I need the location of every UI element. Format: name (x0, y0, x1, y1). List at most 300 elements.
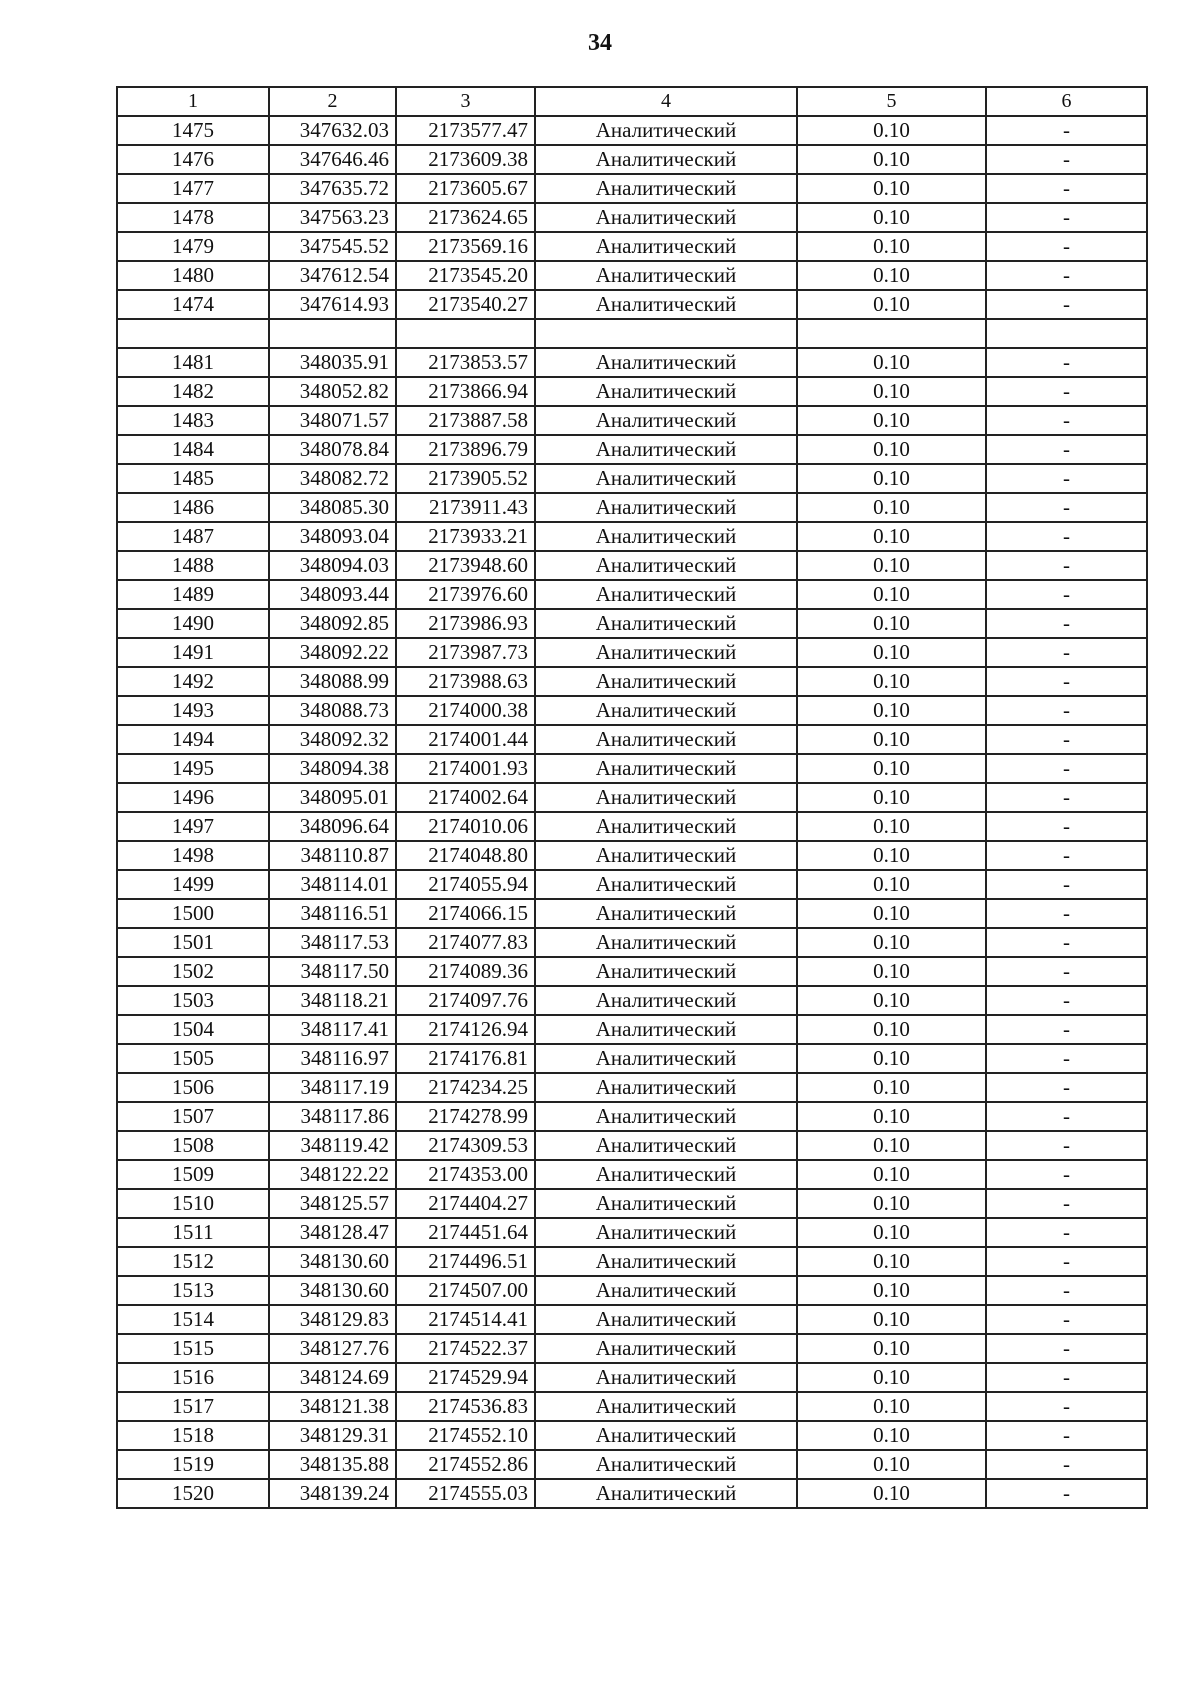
table-row (117, 1189, 1147, 1218)
accuracy-cell: 0.10 (797, 261, 986, 290)
method-cell: Аналитический (535, 841, 797, 870)
coordinates-table-body (117, 87, 1147, 1508)
point-number-cell: 1493 (117, 696, 269, 725)
method-cell: Аналитический (535, 261, 797, 290)
note-cell: - (986, 493, 1147, 522)
table-row (117, 1363, 1147, 1392)
point-number-cell: 1515 (117, 1334, 269, 1363)
point-number-cell: 1514 (117, 1305, 269, 1334)
accuracy-cell: 0.10 (797, 580, 986, 609)
x-coordinate-cell: 348092.32 (269, 725, 396, 754)
accuracy-cell: 0.10 (797, 406, 986, 435)
note-cell: - (986, 1218, 1147, 1247)
point-number-cell: 1483 (117, 406, 269, 435)
accuracy-cell: 0.10 (797, 377, 986, 406)
method-cell: Аналитический (535, 377, 797, 406)
x-coordinate-cell: 348117.86 (269, 1102, 396, 1131)
point-number-cell: 1504 (117, 1015, 269, 1044)
x-coordinate-cell: 348119.42 (269, 1131, 396, 1160)
x-coordinate-cell: 348088.99 (269, 667, 396, 696)
note-cell: - (986, 841, 1147, 870)
table-row (117, 290, 1147, 319)
table-row (117, 638, 1147, 667)
x-coordinate-cell: 348114.01 (269, 870, 396, 899)
x-coordinate-cell: 348052.82 (269, 377, 396, 406)
method-cell: Аналитический (535, 232, 797, 261)
y-coordinate-cell: 2174496.51 (396, 1247, 535, 1276)
accuracy-cell: 0.10 (797, 870, 986, 899)
table-row (117, 203, 1147, 232)
point-number-cell: 1494 (117, 725, 269, 754)
table-row (117, 377, 1147, 406)
note-cell: - (986, 377, 1147, 406)
x-coordinate-cell: 348093.04 (269, 522, 396, 551)
y-coordinate-cell: 2173866.94 (396, 377, 535, 406)
x-coordinate-cell: 348094.03 (269, 551, 396, 580)
x-coordinate-cell: 348116.51 (269, 899, 396, 928)
method-cell: Аналитический (535, 145, 797, 174)
x-coordinate-cell (269, 319, 396, 348)
note-cell: - (986, 1247, 1147, 1276)
method-cell: Аналитический (535, 493, 797, 522)
page-number: 34 (588, 30, 612, 56)
method-cell: Аналитический (535, 783, 797, 812)
table-row (117, 1334, 1147, 1363)
point-number-cell: 1489 (117, 580, 269, 609)
accuracy-cell: 0.10 (797, 1015, 986, 1044)
y-coordinate-cell: 2173911.43 (396, 493, 535, 522)
x-coordinate-cell: 348130.60 (269, 1247, 396, 1276)
note-cell: - (986, 1276, 1147, 1305)
method-cell: Аналитический (535, 290, 797, 319)
note-cell: - (986, 406, 1147, 435)
method-cell: Аналитический (535, 551, 797, 580)
y-coordinate-cell: 2173605.67 (396, 174, 535, 203)
header-cell: 6 (986, 87, 1147, 116)
y-coordinate-cell (396, 319, 535, 348)
x-coordinate-cell: 348130.60 (269, 1276, 396, 1305)
note-cell: - (986, 754, 1147, 783)
point-number-cell: 1476 (117, 145, 269, 174)
method-cell: Аналитический (535, 1189, 797, 1218)
method-cell: Аналитический (535, 1479, 797, 1508)
accuracy-cell: 0.10 (797, 957, 986, 986)
y-coordinate-cell: 2173905.52 (396, 464, 535, 493)
accuracy-cell: 0.10 (797, 464, 986, 493)
table-row (117, 435, 1147, 464)
point-number-cell: 1496 (117, 783, 269, 812)
accuracy-cell: 0.10 (797, 290, 986, 319)
table-row (117, 580, 1147, 609)
table-row (117, 812, 1147, 841)
table-row (117, 1450, 1147, 1479)
y-coordinate-cell: 2173987.73 (396, 638, 535, 667)
x-coordinate-cell: 348139.24 (269, 1479, 396, 1508)
table-row (117, 957, 1147, 986)
point-number-cell: 1508 (117, 1131, 269, 1160)
table-row (117, 464, 1147, 493)
x-coordinate-cell: 348078.84 (269, 435, 396, 464)
table-row (117, 116, 1147, 145)
accuracy-cell: 0.10 (797, 203, 986, 232)
method-cell: Аналитический (535, 1015, 797, 1044)
accuracy-cell: 0.10 (797, 116, 986, 145)
accuracy-cell: 0.10 (797, 1102, 986, 1131)
method-cell: Аналитический (535, 957, 797, 986)
x-coordinate-cell: 348092.85 (269, 609, 396, 638)
y-coordinate-cell: 2173976.60 (396, 580, 535, 609)
accuracy-cell: 0.10 (797, 522, 986, 551)
point-number-cell: 1487 (117, 522, 269, 551)
method-cell: Аналитический (535, 609, 797, 638)
table-row (117, 1421, 1147, 1450)
note-cell: - (986, 1363, 1147, 1392)
method-cell: Аналитический (535, 986, 797, 1015)
note-cell: - (986, 551, 1147, 580)
y-coordinate-cell: 2174353.00 (396, 1160, 535, 1189)
x-coordinate-cell: 347632.03 (269, 116, 396, 145)
x-coordinate-cell: 348125.57 (269, 1189, 396, 1218)
point-number-cell: 1492 (117, 667, 269, 696)
accuracy-cell: 0.10 (797, 551, 986, 580)
table-row (117, 1305, 1147, 1334)
point-number-cell: 1482 (117, 377, 269, 406)
point-number-cell: 1497 (117, 812, 269, 841)
point-number-cell: 1484 (117, 435, 269, 464)
method-cell: Аналитический (535, 1247, 797, 1276)
note-cell: - (986, 580, 1147, 609)
x-coordinate-cell: 347545.52 (269, 232, 396, 261)
y-coordinate-cell: 2174278.99 (396, 1102, 535, 1131)
header-cell: 1 (117, 87, 269, 116)
x-coordinate-cell: 348129.83 (269, 1305, 396, 1334)
method-cell: Аналитический (535, 812, 797, 841)
method-cell: Аналитический (535, 1334, 797, 1363)
y-coordinate-cell: 2174552.86 (396, 1450, 535, 1479)
y-coordinate-cell: 2174176.81 (396, 1044, 535, 1073)
accuracy-cell: 0.10 (797, 928, 986, 957)
accuracy-cell: 0.10 (797, 609, 986, 638)
table-row (117, 841, 1147, 870)
y-coordinate-cell: 2174404.27 (396, 1189, 535, 1218)
point-number-cell: 1498 (117, 841, 269, 870)
point-number-cell: 1500 (117, 899, 269, 928)
header-cell: 4 (535, 87, 797, 116)
header-cell: 2 (269, 87, 396, 116)
note-cell: - (986, 1073, 1147, 1102)
x-coordinate-cell: 348082.72 (269, 464, 396, 493)
note-cell: - (986, 1421, 1147, 1450)
accuracy-cell: 0.10 (797, 493, 986, 522)
y-coordinate-cell: 2174309.53 (396, 1131, 535, 1160)
note-cell: - (986, 145, 1147, 174)
point-number-cell: 1501 (117, 928, 269, 957)
x-coordinate-cell: 348118.21 (269, 986, 396, 1015)
y-coordinate-cell: 2174555.03 (396, 1479, 535, 1508)
point-number-cell: 1520 (117, 1479, 269, 1508)
note-cell: - (986, 783, 1147, 812)
y-coordinate-cell: 2173545.20 (396, 261, 535, 290)
note-cell: - (986, 522, 1147, 551)
x-coordinate-cell: 348127.76 (269, 1334, 396, 1363)
y-coordinate-cell: 2174002.64 (396, 783, 535, 812)
table-row (117, 667, 1147, 696)
accuracy-cell: 0.10 (797, 1305, 986, 1334)
table-row (117, 406, 1147, 435)
accuracy-cell: 0.10 (797, 1276, 986, 1305)
accuracy-cell: 0.10 (797, 1363, 986, 1392)
note-cell: - (986, 1479, 1147, 1508)
method-cell: Аналитический (535, 1073, 797, 1102)
x-coordinate-cell: 347635.72 (269, 174, 396, 203)
y-coordinate-cell: 2174055.94 (396, 870, 535, 899)
table-row (117, 522, 1147, 551)
accuracy-cell: 0.10 (797, 1421, 986, 1450)
table-row (117, 348, 1147, 377)
point-number-cell: 1512 (117, 1247, 269, 1276)
accuracy-cell: 0.10 (797, 696, 986, 725)
accuracy-cell: 0.10 (797, 1479, 986, 1508)
method-cell: Аналитический (535, 928, 797, 957)
table-row (117, 551, 1147, 580)
table-row (117, 319, 1147, 348)
table-row (117, 1160, 1147, 1189)
point-number-cell: 1486 (117, 493, 269, 522)
note-cell: - (986, 1305, 1147, 1334)
point-number-cell: 1509 (117, 1160, 269, 1189)
accuracy-cell: 0.10 (797, 986, 986, 1015)
note-cell: - (986, 232, 1147, 261)
accuracy-cell: 0.10 (797, 1073, 986, 1102)
method-cell: Аналитический (535, 899, 797, 928)
table-row (117, 232, 1147, 261)
method-cell: Аналитический (535, 348, 797, 377)
point-number-cell: 1505 (117, 1044, 269, 1073)
y-coordinate-cell: 2174507.00 (396, 1276, 535, 1305)
point-number-cell: 1490 (117, 609, 269, 638)
x-coordinate-cell: 348129.31 (269, 1421, 396, 1450)
method-cell: Аналитический (535, 1160, 797, 1189)
x-coordinate-cell: 348117.41 (269, 1015, 396, 1044)
x-coordinate-cell: 348117.19 (269, 1073, 396, 1102)
table-row (117, 1392, 1147, 1421)
table-row (117, 174, 1147, 203)
y-coordinate-cell: 2173887.58 (396, 406, 535, 435)
accuracy-cell: 0.10 (797, 435, 986, 464)
note-cell: - (986, 116, 1147, 145)
x-coordinate-cell: 348121.38 (269, 1392, 396, 1421)
accuracy-cell: 0.10 (797, 638, 986, 667)
table-row (117, 1131, 1147, 1160)
point-number-cell: 1481 (117, 348, 269, 377)
y-coordinate-cell: 2174522.37 (396, 1334, 535, 1363)
x-coordinate-cell: 348117.50 (269, 957, 396, 986)
accuracy-cell: 0.10 (797, 899, 986, 928)
note-cell: - (986, 348, 1147, 377)
note-cell: - (986, 1015, 1147, 1044)
point-number-cell: 1502 (117, 957, 269, 986)
point-number-cell: 1479 (117, 232, 269, 261)
note-cell: - (986, 435, 1147, 464)
method-cell: Аналитический (535, 1218, 797, 1247)
table-header-row (117, 87, 1147, 116)
note-cell: - (986, 203, 1147, 232)
method-cell: Аналитический (535, 1305, 797, 1334)
y-coordinate-cell: 2174536.83 (396, 1392, 535, 1421)
y-coordinate-cell: 2174000.38 (396, 696, 535, 725)
y-coordinate-cell: 2174234.25 (396, 1073, 535, 1102)
y-coordinate-cell: 2173896.79 (396, 435, 535, 464)
x-coordinate-cell: 348085.30 (269, 493, 396, 522)
table-row (117, 870, 1147, 899)
x-coordinate-cell: 348096.64 (269, 812, 396, 841)
table-row (117, 1073, 1147, 1102)
point-number-cell: 1510 (117, 1189, 269, 1218)
point-number-cell: 1513 (117, 1276, 269, 1305)
accuracy-cell: 0.10 (797, 145, 986, 174)
table-row (117, 1218, 1147, 1247)
table-row (117, 754, 1147, 783)
note-cell: - (986, 957, 1147, 986)
method-cell: Аналитический (535, 754, 797, 783)
x-coordinate-cell: 348092.22 (269, 638, 396, 667)
note-cell: - (986, 1131, 1147, 1160)
method-cell: Аналитический (535, 1276, 797, 1305)
point-number-cell: 1503 (117, 986, 269, 1015)
table-row (117, 986, 1147, 1015)
x-coordinate-cell: 348071.57 (269, 406, 396, 435)
method-cell (535, 319, 797, 348)
table-row (117, 609, 1147, 638)
point-number-cell (117, 319, 269, 348)
accuracy-cell (797, 319, 986, 348)
note-cell: - (986, 1160, 1147, 1189)
y-coordinate-cell: 2174097.76 (396, 986, 535, 1015)
y-coordinate-cell: 2173986.93 (396, 609, 535, 638)
table-row (117, 493, 1147, 522)
accuracy-cell: 0.10 (797, 1450, 986, 1479)
x-coordinate-cell: 347614.93 (269, 290, 396, 319)
point-number-cell: 1499 (117, 870, 269, 899)
y-coordinate-cell: 2174048.80 (396, 841, 535, 870)
method-cell: Аналитический (535, 435, 797, 464)
point-number-cell: 1477 (117, 174, 269, 203)
point-number-cell: 1511 (117, 1218, 269, 1247)
method-cell: Аналитический (535, 203, 797, 232)
method-cell: Аналитический (535, 638, 797, 667)
table-row (117, 1479, 1147, 1508)
x-coordinate-cell: 348116.97 (269, 1044, 396, 1073)
x-coordinate-cell: 348088.73 (269, 696, 396, 725)
note-cell: - (986, 290, 1147, 319)
y-coordinate-cell: 2173853.57 (396, 348, 535, 377)
x-coordinate-cell: 348117.53 (269, 928, 396, 957)
table-row (117, 1044, 1147, 1073)
coordinates-table (116, 86, 1148, 1509)
note-cell: - (986, 1102, 1147, 1131)
y-coordinate-cell: 2173577.47 (396, 116, 535, 145)
table-row (117, 1102, 1147, 1131)
y-coordinate-cell: 2173624.65 (396, 203, 535, 232)
note-cell: - (986, 1334, 1147, 1363)
point-number-cell: 1506 (117, 1073, 269, 1102)
point-number-cell: 1480 (117, 261, 269, 290)
method-cell: Аналитический (535, 667, 797, 696)
y-coordinate-cell: 2174126.94 (396, 1015, 535, 1044)
method-cell: Аналитический (535, 406, 797, 435)
point-number-cell: 1519 (117, 1450, 269, 1479)
y-coordinate-cell: 2173988.63 (396, 667, 535, 696)
y-coordinate-cell: 2174001.44 (396, 725, 535, 754)
y-coordinate-cell: 2173569.16 (396, 232, 535, 261)
y-coordinate-cell: 2174451.64 (396, 1218, 535, 1247)
y-coordinate-cell: 2173948.60 (396, 551, 535, 580)
table-row (117, 1015, 1147, 1044)
note-cell (986, 319, 1147, 348)
accuracy-cell: 0.10 (797, 1044, 986, 1073)
x-coordinate-cell: 348135.88 (269, 1450, 396, 1479)
point-number-cell: 1495 (117, 754, 269, 783)
x-coordinate-cell: 348095.01 (269, 783, 396, 812)
accuracy-cell: 0.10 (797, 1131, 986, 1160)
point-number-cell: 1475 (117, 116, 269, 145)
point-number-cell: 1518 (117, 1421, 269, 1450)
header-cell: 5 (797, 87, 986, 116)
note-cell: - (986, 725, 1147, 754)
method-cell: Аналитический (535, 522, 797, 551)
y-coordinate-cell: 2174001.93 (396, 754, 535, 783)
method-cell: Аналитический (535, 1392, 797, 1421)
header-cell: 3 (396, 87, 535, 116)
table-row (117, 928, 1147, 957)
x-coordinate-cell: 347612.54 (269, 261, 396, 290)
x-coordinate-cell: 348122.22 (269, 1160, 396, 1189)
accuracy-cell: 0.10 (797, 1392, 986, 1421)
point-number-cell: 1478 (117, 203, 269, 232)
point-number-cell: 1491 (117, 638, 269, 667)
x-coordinate-cell: 348128.47 (269, 1218, 396, 1247)
accuracy-cell: 0.10 (797, 348, 986, 377)
note-cell: - (986, 1450, 1147, 1479)
x-coordinate-cell: 348035.91 (269, 348, 396, 377)
table-row (117, 261, 1147, 290)
method-cell: Аналитический (535, 870, 797, 899)
note-cell: - (986, 464, 1147, 493)
note-cell: - (986, 986, 1147, 1015)
point-number-cell: 1485 (117, 464, 269, 493)
accuracy-cell: 0.10 (797, 725, 986, 754)
x-coordinate-cell: 348110.87 (269, 841, 396, 870)
y-coordinate-cell: 2174529.94 (396, 1363, 535, 1392)
table-row (117, 696, 1147, 725)
note-cell: - (986, 1392, 1147, 1421)
table-row (117, 783, 1147, 812)
method-cell: Аналитический (535, 116, 797, 145)
method-cell: Аналитический (535, 1363, 797, 1392)
accuracy-cell: 0.10 (797, 667, 986, 696)
y-coordinate-cell: 2174089.36 (396, 957, 535, 986)
y-coordinate-cell: 2174552.10 (396, 1421, 535, 1450)
note-cell: - (986, 174, 1147, 203)
y-coordinate-cell: 2173933.21 (396, 522, 535, 551)
accuracy-cell: 0.10 (797, 1247, 986, 1276)
x-coordinate-cell: 348093.44 (269, 580, 396, 609)
note-cell: - (986, 609, 1147, 638)
x-coordinate-cell: 348124.69 (269, 1363, 396, 1392)
method-cell: Аналитический (535, 464, 797, 493)
table-row (117, 145, 1147, 174)
method-cell: Аналитический (535, 1450, 797, 1479)
